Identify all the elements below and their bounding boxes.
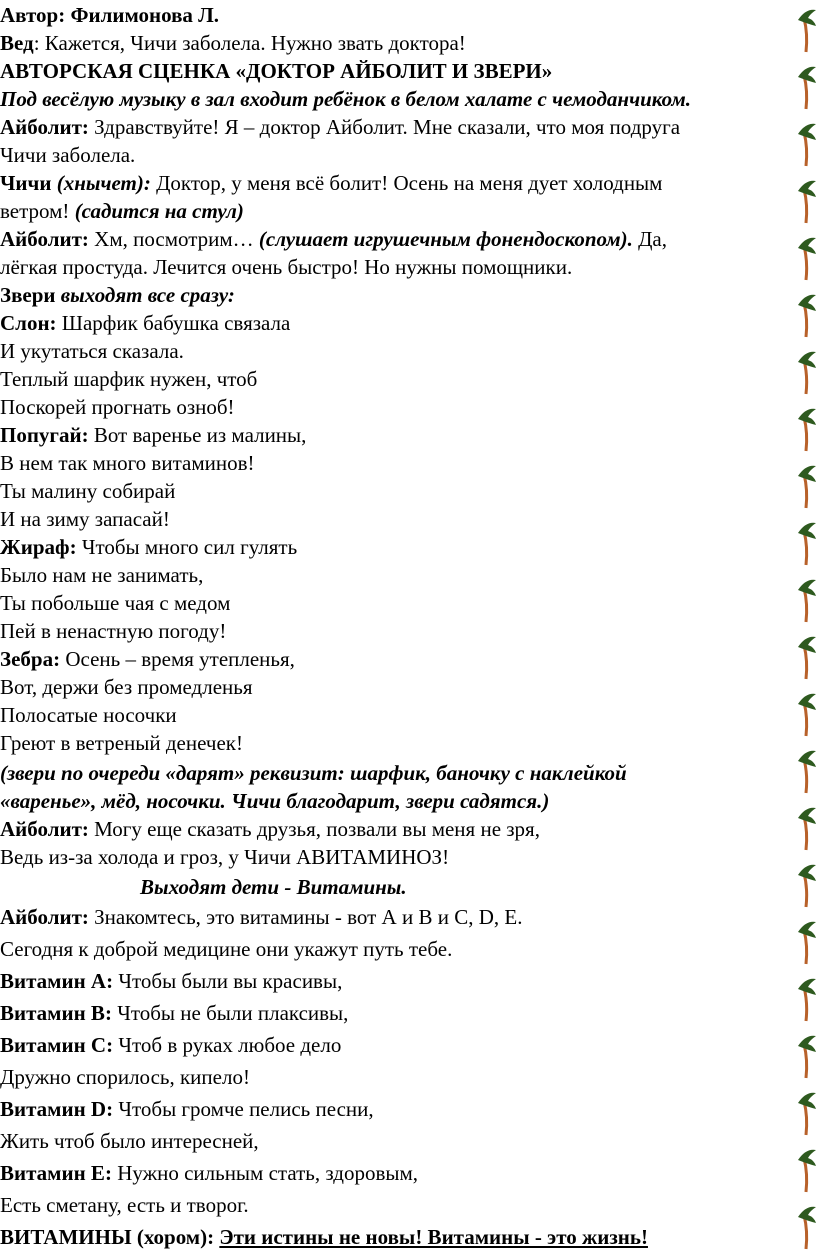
text-segment: Знакомтесь, это витамины - вот А и В и С, D, Е. (88, 905, 523, 929)
bold-text: АВТОРСКАЯ СЦЕНКА «ДОКТОР АЙБОЛИТ И ЗВЕРИ» (0, 59, 553, 83)
text-line (0, 1224, 648, 1250)
text-segment: Могу еще сказать друзья, позвали вы меня не зря, (88, 817, 540, 841)
bold-text: «варенье», мёд, носочки. Чичи благодарит, звери садятся.) (0, 789, 550, 813)
text-segment: И на зиму запасай! (0, 507, 170, 531)
text-line (0, 646, 295, 672)
leaf-icon (798, 751, 816, 767)
text-segment: Вот варенье из малины, (88, 423, 307, 447)
bold-text: Под весёлую музыку в зал входит ребёнок в белом халате с чемоданчиком. (0, 87, 691, 111)
leaf-icon (798, 1207, 816, 1223)
text-segment: Полосатые носочки (0, 703, 177, 727)
text-segment: Чичи заболела. (0, 143, 136, 167)
leaf-icon (798, 352, 816, 368)
text-line (0, 366, 257, 392)
text-line (0, 1032, 341, 1058)
text-line (0, 30, 466, 56)
bold-text: Зебра: (0, 647, 61, 671)
stem-shape (804, 987, 807, 1021)
text-line (0, 534, 297, 560)
bold-text: (хнычет): (51, 171, 151, 195)
text-segment: Теплый шарфик нужен, чтоб (0, 367, 258, 391)
text-line (0, 478, 175, 504)
text-line (0, 1128, 259, 1154)
stem-shape (804, 930, 807, 964)
text-line (0, 562, 203, 588)
text-line (0, 618, 226, 644)
text-segment: Хм, посмотрим… (88, 227, 259, 251)
text-segment: Ведь из-за холода и гроз, у Чичи АВИТАМИНОЗ! (0, 845, 450, 869)
leaf-icon (798, 466, 816, 482)
leaf-icon (798, 523, 816, 539)
leaf-icon (798, 10, 816, 26)
stem-shape (804, 759, 807, 793)
bold-text: (звери по очереди «дарят» реквизит: шарфик, баночку с наклейкой (0, 761, 627, 785)
text-line (0, 590, 230, 616)
text-segment: ветром! (0, 199, 70, 223)
bold-text: Выходят дети - Витамины. (140, 875, 407, 899)
bold-text: ВИТАМИНЫ (хором): (0, 1225, 215, 1249)
bold-text: Айболит: (0, 817, 89, 841)
leaf-icon (798, 979, 816, 995)
text-segment: Чтоб в руках любое дело (113, 1033, 342, 1057)
text-line (0, 198, 244, 224)
bold-text: Айболит: (0, 227, 89, 251)
text-line (0, 730, 243, 756)
bold-text: Автор: Филимонова Л. (0, 3, 220, 27)
bold-text: Попугай: (0, 423, 89, 447)
stem-shape (804, 75, 807, 109)
leaf-border-decoration (784, 0, 816, 1260)
text-line (0, 936, 452, 962)
text-segment: Жить чтоб было интересней, (0, 1129, 259, 1153)
bold-text: Звери (0, 283, 56, 307)
text-line (0, 788, 549, 814)
stem-shape (804, 1044, 807, 1078)
stem-shape (804, 132, 807, 166)
leaf-icon (798, 808, 816, 824)
bold-text: (слушает игрушечным фонендоскопом). (258, 227, 633, 251)
text-line (0, 1096, 374, 1122)
stem-shape (804, 588, 807, 622)
stem-shape (804, 303, 807, 337)
text-line (0, 816, 540, 842)
stem-shape (804, 702, 807, 736)
text-line (0, 506, 170, 532)
stem-shape (804, 531, 807, 565)
text-segment: : Кажется, Чичи заболела. Нужно звать доктора! (33, 31, 466, 55)
text-line (0, 968, 342, 994)
bold-text: Эти истины не новы! Витамины - это жизнь! (219, 1225, 648, 1249)
text-segment: Было нам не занимать, (0, 563, 204, 587)
text-segment: Ты малину собирай (0, 479, 176, 503)
bold-text: Витамин В: (0, 1001, 112, 1025)
leaf-icon (798, 181, 816, 197)
stem-shape (804, 360, 807, 394)
text-line (0, 226, 667, 252)
leaf-icon (798, 1093, 816, 1109)
text-segment: Ты побольше чая с медом (0, 591, 231, 615)
text-line (0, 844, 449, 870)
text-line (0, 394, 235, 420)
leaf-icon (798, 1036, 816, 1052)
text-segment: Чтобы много сил гулять (76, 535, 298, 559)
text-line (0, 760, 627, 786)
stem-shape (804, 417, 807, 451)
text-line (0, 702, 177, 728)
stem-shape (804, 645, 807, 679)
text-line (0, 450, 255, 476)
leaf-icon (798, 67, 816, 83)
text-line (0, 1000, 348, 1026)
text-segment: Чтобы не были плаксивы, (111, 1001, 349, 1025)
leaf-icon (798, 238, 816, 254)
text-line (0, 674, 253, 700)
text-line (0, 254, 572, 280)
text-line (0, 1192, 249, 1218)
bold-text: Вед (0, 31, 34, 55)
text-segment: Да, (632, 227, 667, 251)
stem-shape (804, 873, 807, 907)
bold-text: Айболит: (0, 115, 89, 139)
text-segment: Сегодня к доброй медицине они укажут путь тебе. (0, 937, 453, 961)
text-line (0, 58, 552, 84)
text-line (0, 1064, 250, 1090)
text-segment: Есть сметану, есть и творог. (0, 1193, 249, 1217)
bold-text: Айболит: (0, 905, 89, 929)
text-line (0, 338, 184, 364)
text-line (0, 170, 662, 196)
leaf-icon (798, 922, 816, 938)
stem-shape (804, 18, 807, 52)
text-segment: Осень – время утепленья, (60, 647, 295, 671)
stem-shape (804, 189, 807, 223)
leaf-icon (798, 409, 816, 425)
text-segment: Шарфик бабушка связала (56, 311, 291, 335)
leaf-icon (798, 865, 816, 881)
leaf-icon (798, 1150, 816, 1166)
text-segment: Дружно спорилось, кипело! (0, 1065, 250, 1089)
text-line (0, 2, 219, 28)
bold-text: Витамин С: (0, 1033, 114, 1057)
bold-text: (садится на стул) (69, 199, 244, 223)
leaf-icon (798, 124, 816, 140)
text-segment: Вот, держи без промедленья (0, 675, 253, 699)
bold-text: Витамин D: (0, 1097, 114, 1121)
bold-text: Витамин А: (0, 969, 114, 993)
text-segment: лёгкая простуда. Лечится очень быстро! Но нужны помощники. (0, 255, 573, 279)
text-segment: Поскорей прогнать озноб! (0, 395, 235, 419)
leaf-icon (798, 295, 816, 311)
stem-shape (804, 1215, 807, 1249)
text-line (140, 874, 407, 900)
stem-shape (804, 474, 807, 508)
text-line (0, 1160, 418, 1186)
text-segment: Нужно сильным стать, здоровым, (111, 1161, 419, 1185)
text-line (0, 114, 680, 140)
text-line (0, 142, 135, 168)
bold-text: Жираф: (0, 535, 77, 559)
text-segment: Чтобы были вы красивы, (113, 969, 343, 993)
text-segment: В нем так много витаминов! (0, 451, 255, 475)
bold-text: Чичи (0, 171, 52, 195)
bold-text: выходят все сразу: (55, 283, 235, 307)
text-segment: Греют в ветреный денечек! (0, 731, 243, 755)
text-segment: И укутаться сказала. (0, 339, 184, 363)
text-line (0, 422, 306, 448)
text-line (0, 904, 522, 930)
bold-text: Слон: (0, 311, 57, 335)
text-line (0, 86, 691, 112)
leaf-icon (798, 580, 816, 596)
stem-shape (804, 246, 807, 280)
text-segment: Пей в ненастную погоду! (0, 619, 227, 643)
stem-shape (804, 1101, 807, 1135)
text-line (0, 282, 235, 308)
leaf-icon (798, 694, 816, 710)
text-segment: Доктор, у меня всё болит! Осень на меня дует холодным (150, 171, 663, 195)
bold-text: Витамин Е: (0, 1161, 112, 1185)
leaf-icon (798, 637, 816, 653)
text-segment: Здравствуйте! Я – доктор Айболит. Мне сказали, что моя подруга (88, 115, 681, 139)
text-segment: Чтобы громче пелись песни, (113, 1097, 374, 1121)
text-line (0, 310, 290, 336)
stem-shape (804, 1158, 807, 1192)
stem-shape (804, 816, 807, 850)
